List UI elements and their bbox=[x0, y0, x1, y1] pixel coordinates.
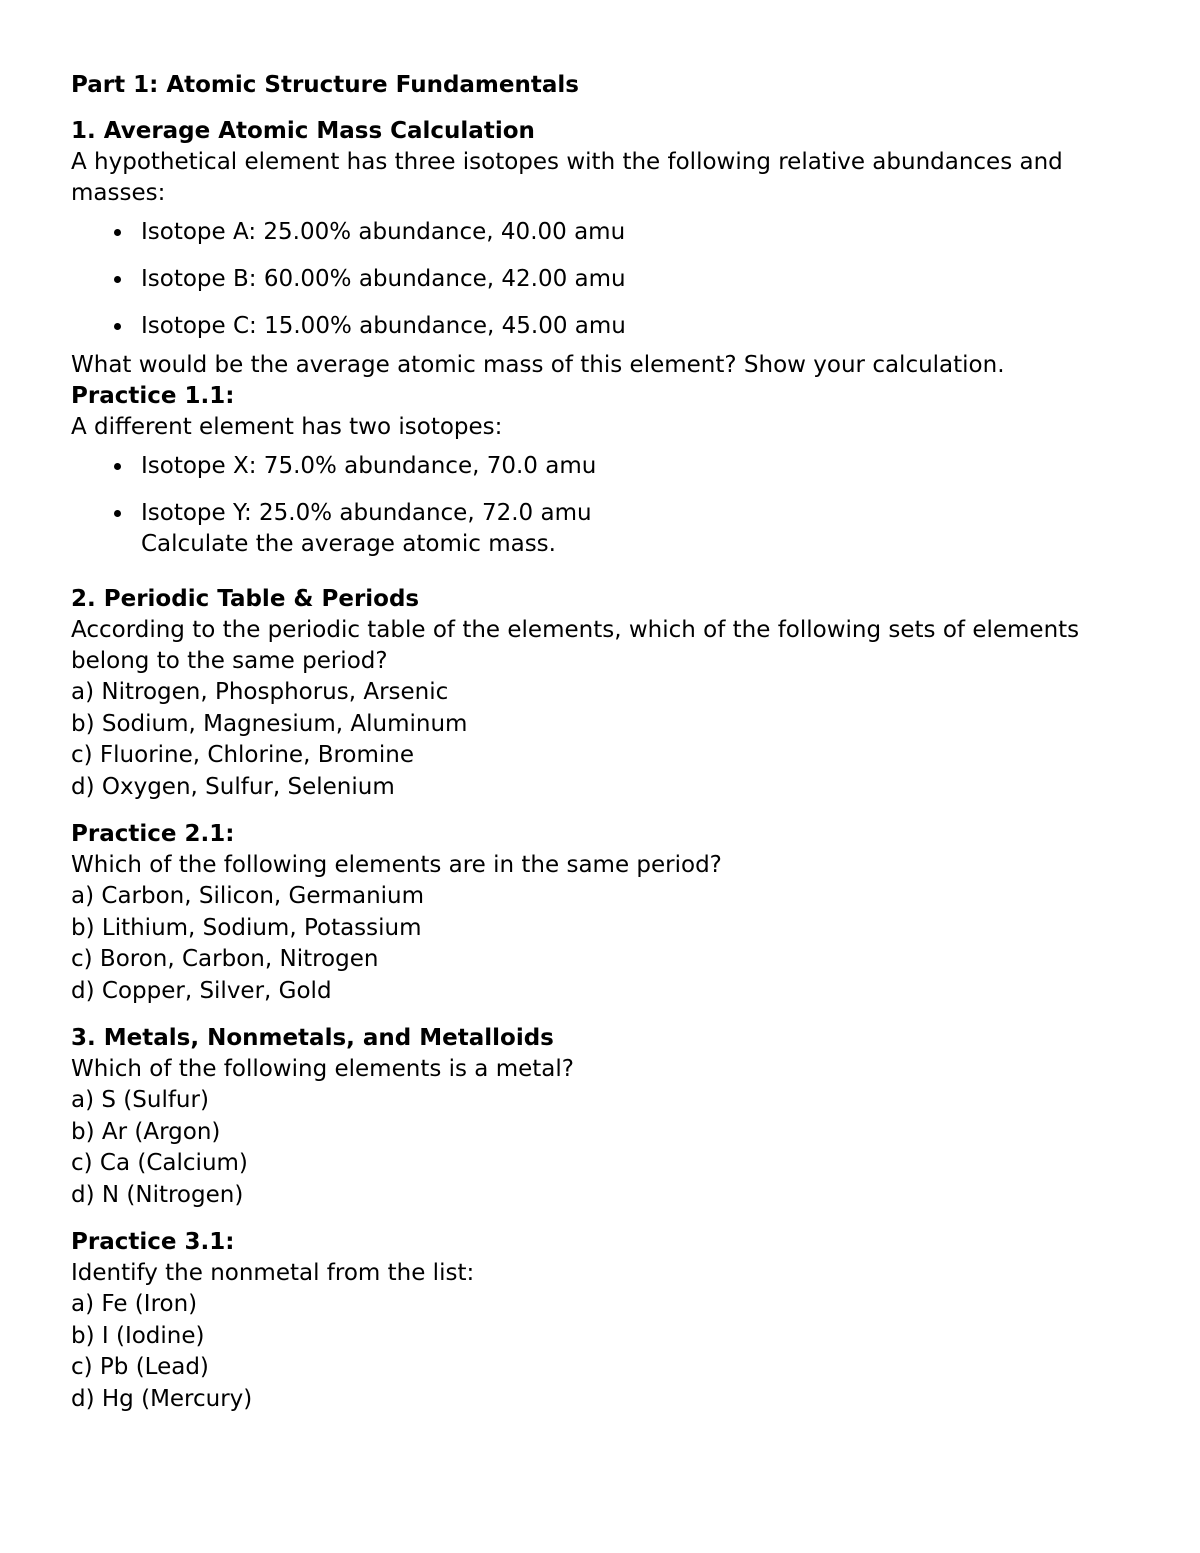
list-item bbox=[71, 264, 1110, 295]
answer-option: d) Hg (Mercury) bbox=[71, 1385, 253, 1412]
bullet-icon bbox=[114, 323, 121, 330]
answer-option: a) Carbon, Silicon, Germanium bbox=[71, 883, 425, 909]
question-2-section bbox=[71, 584, 1110, 1007]
question-2-heading: 2. Periodic Table & Periods bbox=[71, 586, 420, 612]
answer-option: c) Ca (Calcium) bbox=[71, 1150, 248, 1176]
list-item bbox=[71, 217, 1110, 248]
spacer bbox=[71, 1007, 1110, 1023]
part-title: Part 1: Atomic Structure Fundamentals bbox=[71, 72, 579, 98]
bullet-icon bbox=[114, 510, 121, 517]
isotope-text: Isotope X: 75.0% abundance, 70.0 amu bbox=[141, 453, 597, 479]
practice-3-1-heading: Practice 3.1: bbox=[71, 1229, 235, 1255]
answer-option: a) Nitrogen, Phosphorus, Arsenic bbox=[71, 679, 449, 705]
answer-option: b) Sodium, Magnesium, Aluminum bbox=[71, 710, 468, 737]
practice-1-1-question: Calculate the average atomic mass. bbox=[141, 531, 556, 557]
isotope-text: Isotope B: 60.00% abundance, 42.00 amu bbox=[141, 266, 626, 292]
answer-option: a) Fe (Iron) bbox=[71, 1291, 198, 1317]
question-1-heading: 1. Average Atomic Mass Calculation bbox=[71, 118, 535, 144]
question-3-heading: 3. Metals, Nonmetals, and Metalloids bbox=[71, 1025, 554, 1051]
answer-option: c) Fluorine, Chlorine, Bromine bbox=[71, 742, 415, 768]
question-3-section bbox=[71, 1023, 1110, 1415]
question-3-question: Which of the following elements is a metal? bbox=[71, 1056, 574, 1082]
practice-1-1-intro: A different element has two isotopes: bbox=[71, 414, 503, 440]
spacer bbox=[71, 568, 1110, 584]
answer-option: d) Oxygen, Sulfur, Selenium bbox=[71, 773, 395, 800]
answer-option: b) I (Iodine) bbox=[71, 1322, 205, 1349]
answer-option: b) Lithium, Sodium, Potassium bbox=[71, 914, 422, 941]
practice-2-1-question: Which of the following elements are in the same period? bbox=[71, 852, 722, 878]
question-1-section bbox=[71, 116, 1110, 560]
isotope-text: Isotope A: 25.00% abundance, 40.00 amu bbox=[141, 219, 626, 245]
question-1-intro: A hypothetical element has three isotopes with the following relative abundances and masses: bbox=[71, 149, 1063, 206]
question-2-question: According to the periodic table of the elements, which of the following sets of elements belong to the same period? bbox=[71, 617, 1080, 674]
isotope-text: Isotope C: 15.00% abundance, 45.00 amu bbox=[141, 313, 626, 339]
bullet-icon bbox=[114, 276, 121, 283]
practice-1-1-isotope-list bbox=[71, 451, 1110, 560]
bullet-icon bbox=[114, 463, 121, 470]
list-item bbox=[71, 451, 1110, 482]
spacer bbox=[71, 803, 1110, 819]
answer-option: d) Copper, Silver, Gold bbox=[71, 977, 332, 1004]
practice-1-1-heading: Practice 1.1: bbox=[71, 383, 235, 409]
answer-option: d) N (Nitrogen) bbox=[71, 1181, 244, 1208]
answer-option: b) Ar (Argon) bbox=[71, 1118, 221, 1145]
question-1-question: What would be the average atomic mass of this element? Show your calculation. bbox=[71, 352, 1005, 378]
answer-option: c) Pb (Lead) bbox=[71, 1354, 209, 1380]
answer-option: a) S (Sulfur) bbox=[71, 1087, 209, 1113]
spacer bbox=[71, 1211, 1110, 1227]
bullet-icon bbox=[114, 229, 121, 236]
practice-2-1-heading: Practice 2.1: bbox=[71, 821, 235, 847]
question-1-isotope-list bbox=[71, 217, 1110, 342]
isotope-text: Isotope Y: 25.0% abundance, 72.0 amu bbox=[141, 500, 592, 526]
list-item bbox=[71, 311, 1110, 342]
practice-3-1-question: Identify the nonmetal from the list: bbox=[71, 1260, 475, 1286]
list-item bbox=[71, 498, 1110, 560]
spacer bbox=[71, 101, 1110, 116]
answer-option: c) Boron, Carbon, Nitrogen bbox=[71, 946, 379, 972]
